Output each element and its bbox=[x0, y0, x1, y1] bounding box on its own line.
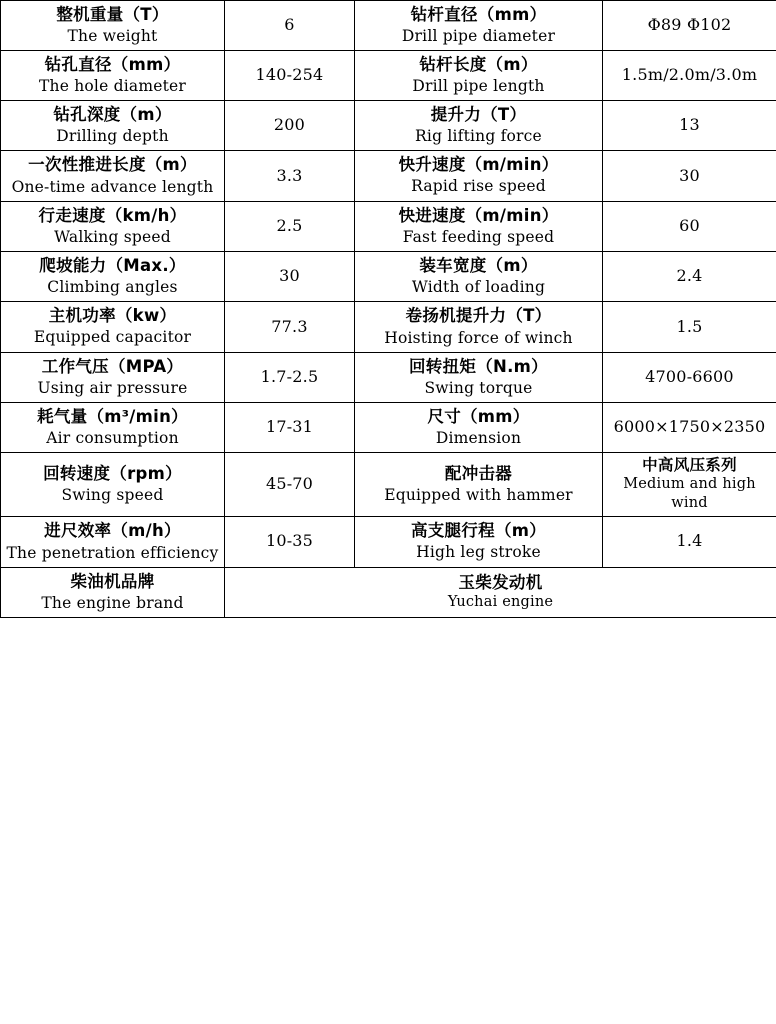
row-value-swing-torque: 4700-6600 bbox=[603, 352, 776, 402]
row-value-drill-pipe-diameter: Φ89 Φ102 bbox=[603, 1, 776, 51]
row-label-engine-brand: 柴油机品牌 The engine brand bbox=[1, 567, 225, 617]
row-value-climbing-angles: 30 bbox=[225, 251, 355, 301]
row-value-hole-diameter: 140-254 bbox=[225, 50, 355, 100]
row-value-engine-brand: 玉柴发动机 Yuchai engine bbox=[225, 567, 776, 617]
table-row bbox=[1, 50, 776, 100]
row-value-equipped-capacitor: 77.3 bbox=[225, 301, 355, 352]
row-label-swing-speed: 回转速度（rpm） Swing speed bbox=[1, 452, 225, 516]
row-label-dimension: 尺寸（mm） Dimension bbox=[355, 402, 603, 452]
table-row bbox=[1, 301, 776, 352]
table-row bbox=[1, 352, 776, 402]
row-label-walking-speed: 行走速度（km/h） Walking speed bbox=[1, 201, 225, 251]
row-label-using-air-pressure: 工作气压（MPA） Using air pressure bbox=[1, 352, 225, 402]
row-label-hole-diameter: 钻孔直径（mm） The hole diameter bbox=[1, 50, 225, 100]
row-label-swing-torque: 回转扭矩（N.m） Swing torque bbox=[355, 352, 603, 402]
row-value-drilling-depth: 200 bbox=[225, 100, 355, 150]
table-row bbox=[1, 452, 776, 516]
table-row-engine-brand bbox=[1, 567, 776, 617]
table-row bbox=[1, 516, 776, 567]
row-label-drill-pipe-diameter: 钻杆直径（mm） Drill pipe diameter bbox=[355, 1, 603, 51]
row-label-equipped-capacitor: 主机功率（kw） Equipped capacitor bbox=[1, 301, 225, 352]
row-label-fast-feeding-speed: 快进速度（m/min） Fast feeding speed bbox=[355, 201, 603, 251]
row-label-hoisting-force-of-winch: 卷扬机提升力（T） Hoisting force of winch bbox=[355, 301, 603, 352]
table-row bbox=[1, 201, 776, 251]
row-label-weight: 整机重量（T） The weight bbox=[1, 1, 225, 51]
row-label-drill-pipe-length: 钻杆长度（m） Drill pipe length bbox=[355, 50, 603, 100]
row-value-swing-speed: 45-70 bbox=[225, 452, 355, 516]
row-value-one-time-advance-length: 3.3 bbox=[225, 150, 355, 201]
row-value-weight: 6 bbox=[225, 1, 355, 51]
table-row bbox=[1, 402, 776, 452]
row-value-rapid-rise-speed: 30 bbox=[603, 150, 776, 201]
table-row bbox=[1, 150, 776, 201]
row-value-using-air-pressure: 1.7-2.5 bbox=[225, 352, 355, 402]
row-label-width-of-loading: 装车宽度（m） Width of loading bbox=[355, 251, 603, 301]
row-label-rig-lifting-force: 提升力（T） Rig lifting force bbox=[355, 100, 603, 150]
row-label-rapid-rise-speed: 快升速度（m/min） Rapid rise speed bbox=[355, 150, 603, 201]
row-label-climbing-angles: 爬坡能力（Max.） Climbing angles bbox=[1, 251, 225, 301]
row-value-high-leg-stroke: 1.4 bbox=[603, 516, 776, 567]
row-label-air-consumption: 耗气量（m³/min） Air consumption bbox=[1, 402, 225, 452]
table-row bbox=[1, 1, 776, 51]
table-row bbox=[1, 100, 776, 150]
row-label-high-leg-stroke: 高支腿行程（m） High leg stroke bbox=[355, 516, 603, 567]
table-row bbox=[1, 251, 776, 301]
row-value-air-consumption: 17-31 bbox=[225, 402, 355, 452]
row-value-width-of-loading: 2.4 bbox=[603, 251, 776, 301]
row-value-drill-pipe-length: 1.5m/2.0m/3.0m bbox=[603, 50, 776, 100]
row-value-hoisting-force-of-winch: 1.5 bbox=[603, 301, 776, 352]
row-value-walking-speed: 2.5 bbox=[225, 201, 355, 251]
row-value-penetration-efficiency: 10-35 bbox=[225, 516, 355, 567]
row-value-dimension: 6000×1750×2350 bbox=[603, 402, 776, 452]
row-label-penetration-efficiency: 进尺效率（m/h） The penetration efficiency bbox=[1, 516, 225, 567]
row-label-drilling-depth: 钻孔深度（m） Drilling depth bbox=[1, 100, 225, 150]
row-value-rig-lifting-force: 13 bbox=[603, 100, 776, 150]
row-label-one-time-advance-length: 一次性推进长度（m） One-time advance length bbox=[1, 150, 225, 201]
row-label-equipped-with-hammer: 配冲击器 Equipped with hammer bbox=[355, 452, 603, 516]
row-value-equipped-with-hammer: 中高风压系列 Medium and high wind bbox=[603, 452, 776, 516]
row-value-fast-feeding-speed: 60 bbox=[603, 201, 776, 251]
